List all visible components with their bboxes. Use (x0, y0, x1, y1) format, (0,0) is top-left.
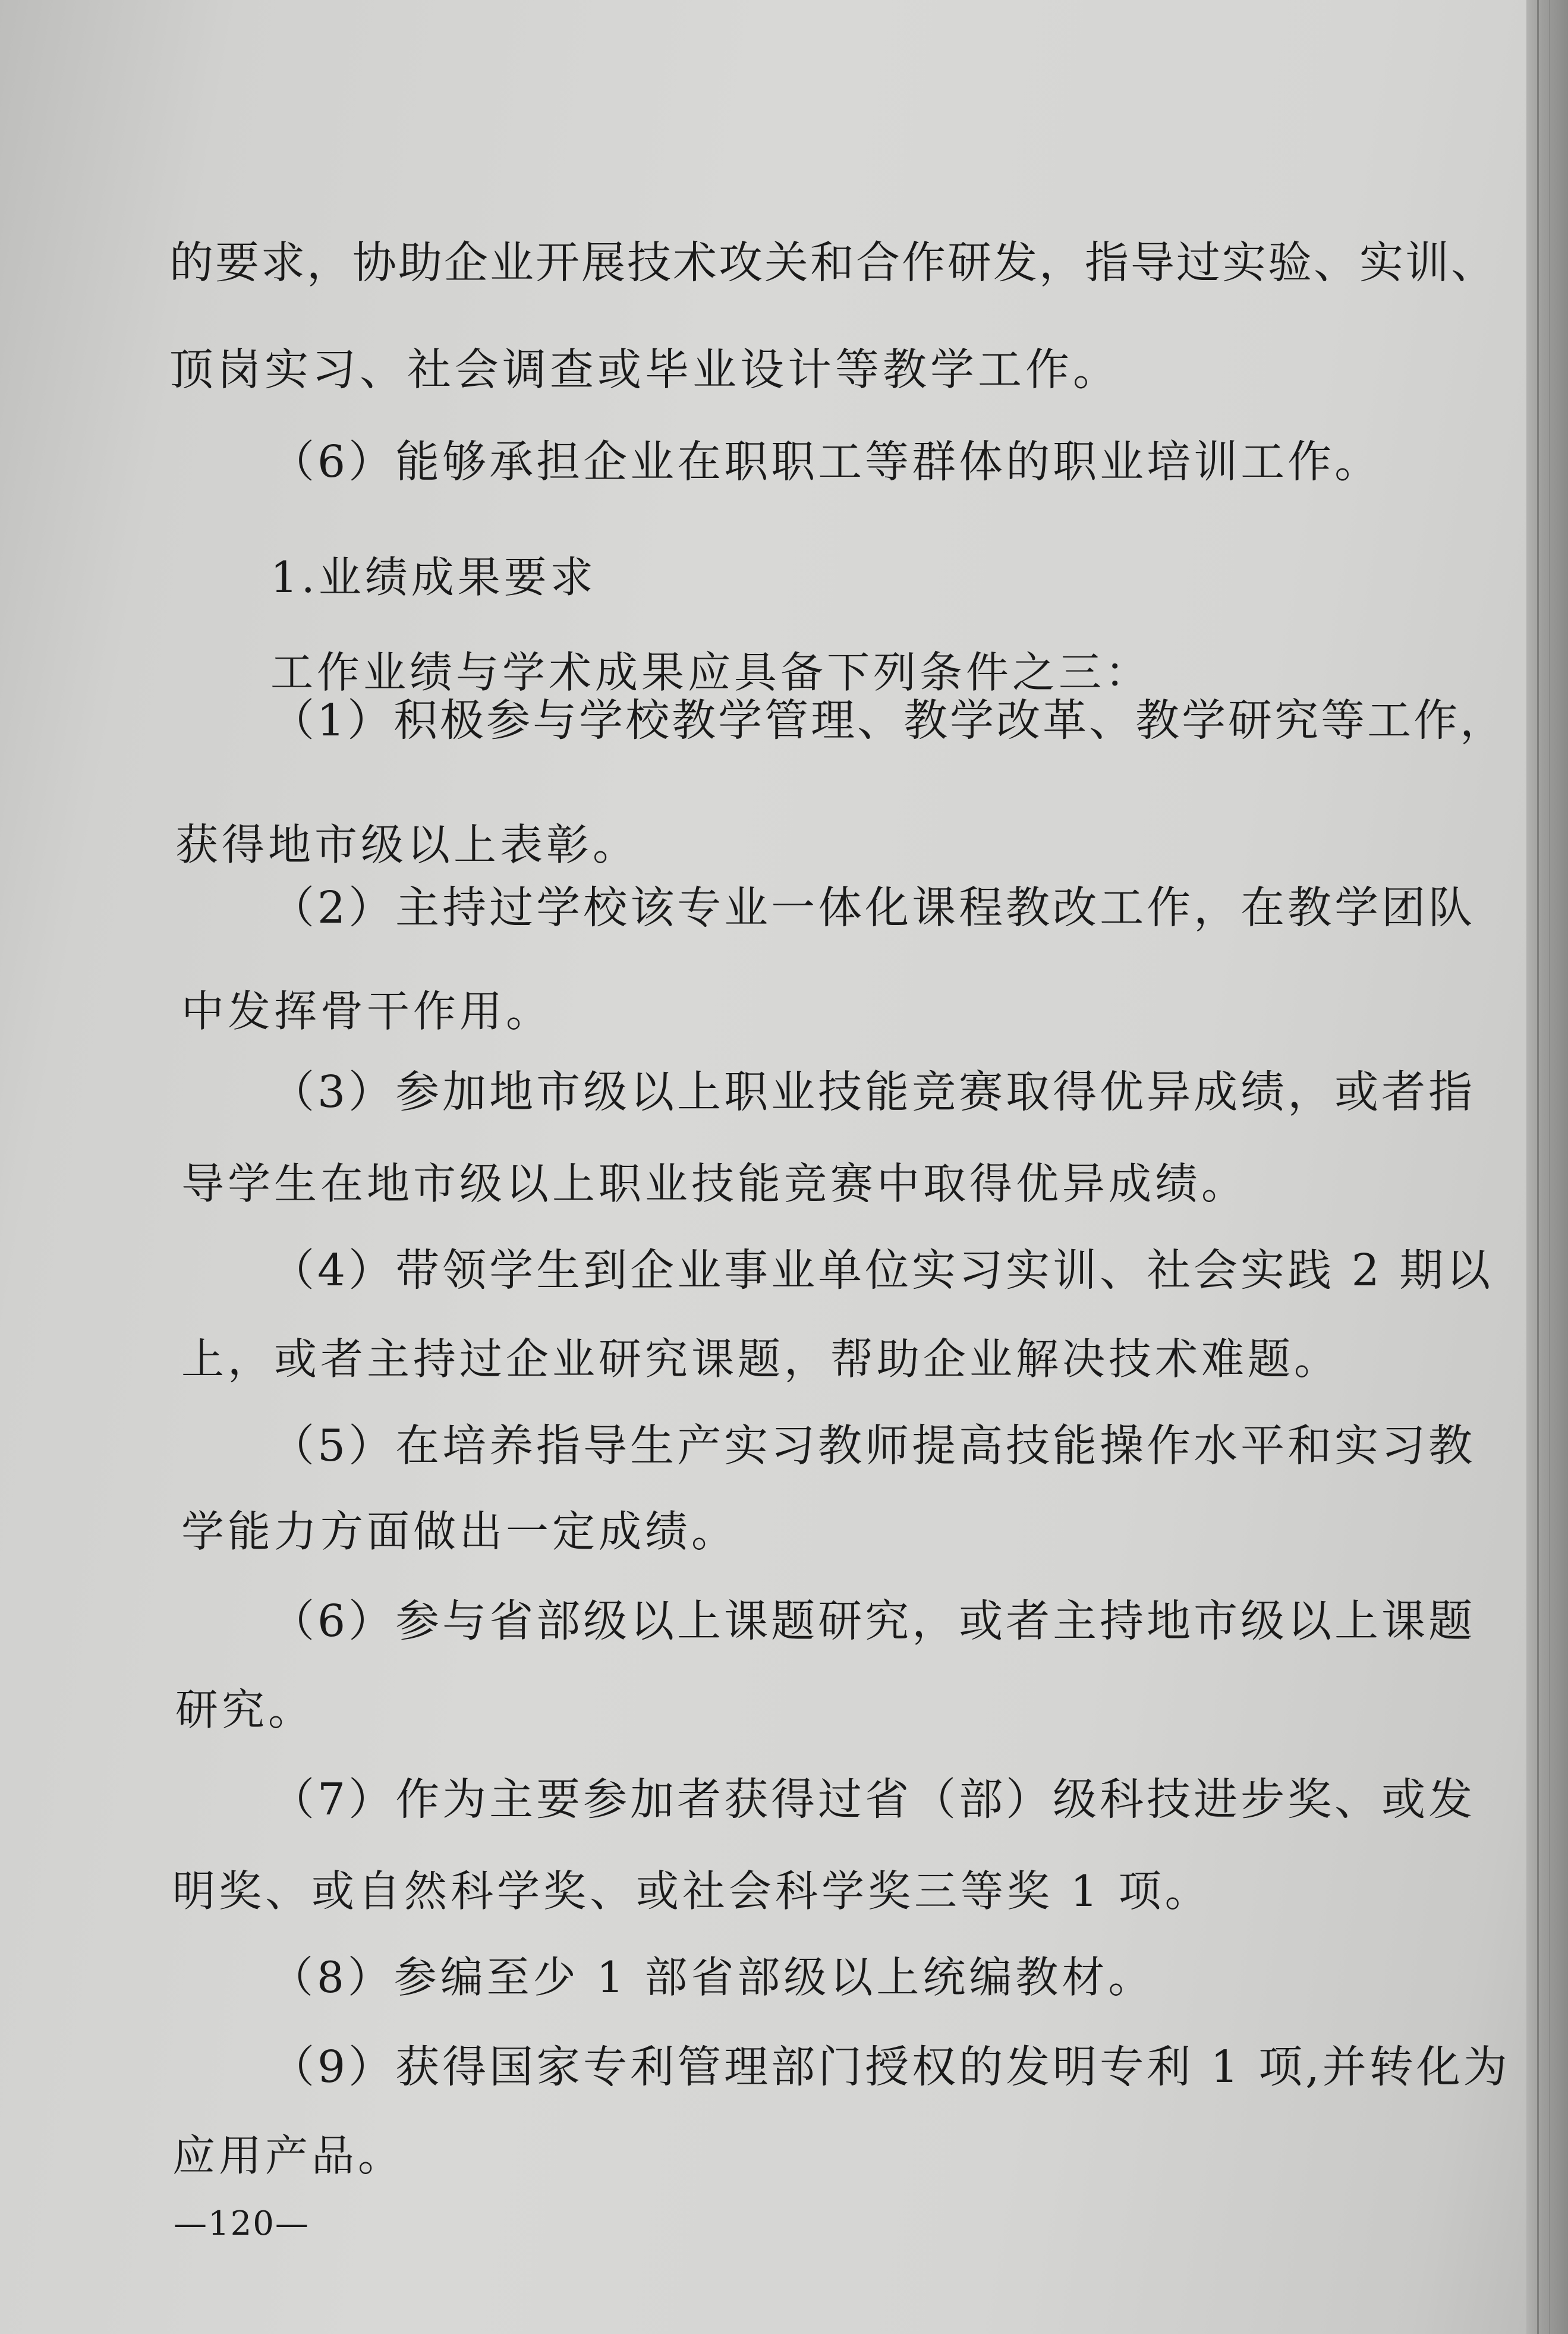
text-line: （9）获得国家专利管理部门授权的发明专利 1 项,并转化为 (270, 2042, 1510, 2093)
text-line: 研究。 (175, 1685, 315, 1735)
text-line: 学能力方面做出一定成绩。 (181, 1506, 738, 1556)
text-line: 工作业绩与学术成果应具备下列条件之三： (270, 647, 1152, 697)
text-line: （2）主持过学校该专业一体化课程教改工作，在教学团队 (270, 882, 1476, 933)
text-line: 中发挥骨干作用。 (181, 986, 553, 1036)
text-line: （3）参加地市级以上职业技能竞赛取得优异成绩，或者指 (270, 1067, 1476, 1118)
text-line: 获得地市级以上表彰。 (175, 820, 640, 870)
text-line: （7）作为主要参加者获得过省（部）级科技进步奖、或发 (270, 1774, 1476, 1825)
section-heading: 1.业绩成果要求 (270, 552, 597, 602)
text-line: （4）带领学生到企业事业单位实习实训、社会实践 2 期以 (270, 1245, 1494, 1296)
text-line: （6）参与省部级以上课题研究，或者主持地市级以上课题 (270, 1596, 1476, 1647)
text-line: 应用产品。 (172, 2131, 405, 2181)
text-line: （5）在培养指导生产实习教师提高技能操作水平和实习教 (270, 1420, 1476, 1471)
text-line: 顶岗实习、社会调查或毕业设计等教学工作。 (169, 344, 1120, 395)
text-line: （1）积极参与学校教学管理、教学改革、教学研究等工作， (270, 695, 1507, 746)
text-line: 的要求，协助企业开展技术攻关和合作研发，指导过实验、实训、 (169, 237, 1497, 288)
text-line: 明奖、或自然科学奖、或社会科学奖三等奖 1 项。 (172, 1866, 1211, 1916)
text-line: （6）能够承担企业在职职工等群体的职业培训工作。 (270, 436, 1382, 487)
book-page-edge (1526, 0, 1568, 2334)
text-line: （8）参编至少 1 部省部级以上统编教材。 (270, 1952, 1155, 2002)
page-number: —120— (174, 2204, 310, 2243)
text-line: 上，或者主持过企业研究课题，帮助企业解决技术难题。 (181, 1334, 1341, 1384)
text-line: 导学生在地市级以上职业技能竞赛中取得优异成绩。 (181, 1159, 1248, 1209)
